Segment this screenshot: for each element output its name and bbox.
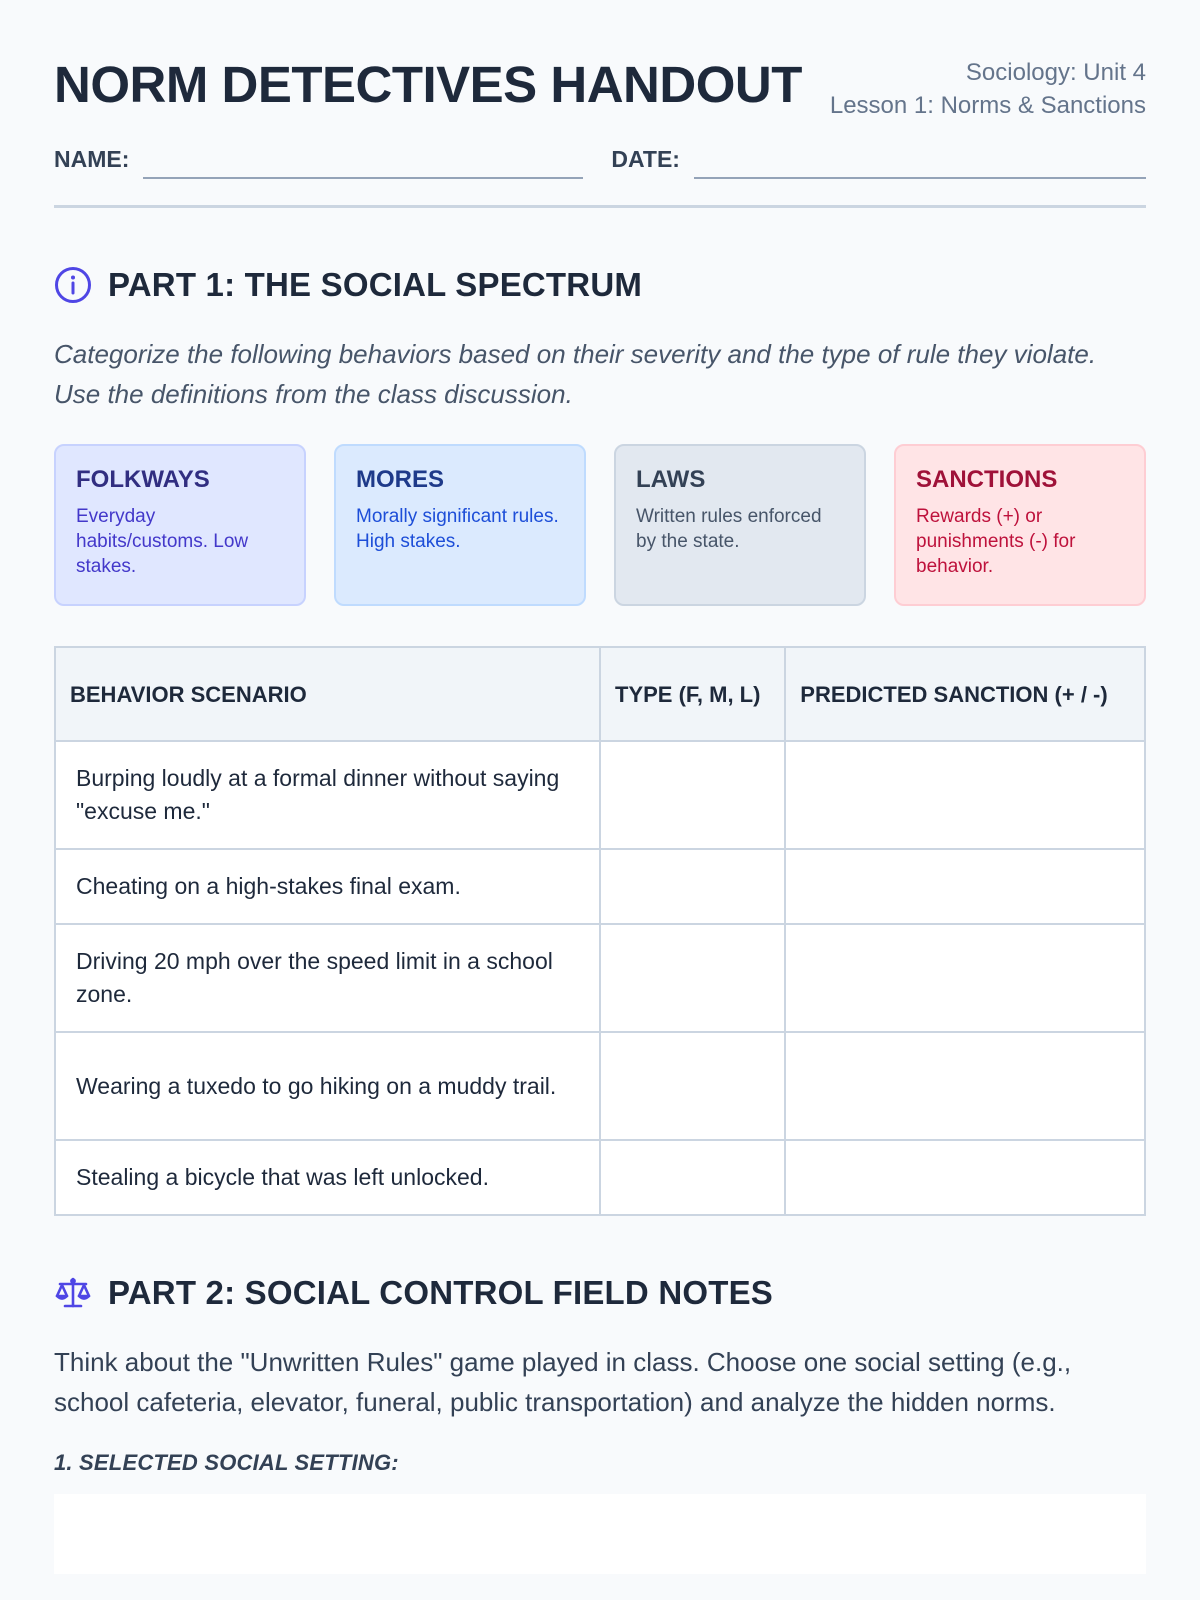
card-description: Morally significant rules. High stakes.: [356, 506, 559, 552]
scenario-cell: Driving 20 mph over the speed limit in a school zone.: [55, 924, 600, 1032]
sanction-answer-cell[interactable]: [785, 924, 1145, 1032]
table-row: [55, 1140, 1145, 1215]
lesson-label: Lesson 1: Norms & Sanctions: [829, 92, 1146, 119]
sanction-answer-cell[interactable]: [785, 1140, 1145, 1215]
sanction-answer-cell[interactable]: [785, 741, 1145, 849]
card-title: SANCTIONS: [916, 466, 1058, 493]
behavior-table: [54, 646, 1146, 1216]
date-label: DATE:: [611, 146, 680, 172]
part2-instructions: Think about the "Unwritten Rules" game played in class. Choose one social setting (e.g., school cafeteria, elevator, funeral, public transportation) and analyze the hidden norms.: [54, 1347, 1072, 1417]
type-answer-cell[interactable]: [600, 849, 785, 924]
type-answer-cell[interactable]: [600, 1032, 785, 1140]
scenario-cell: Burping loudly at a formal dinner without saying "excuse me.": [55, 741, 600, 849]
card-laws: [614, 444, 866, 606]
sanction-answer-cell[interactable]: [785, 1032, 1145, 1140]
scale-icon: [54, 1274, 92, 1312]
card-mores: [334, 444, 586, 606]
header: [54, 0, 1146, 122]
card-folkways: [54, 444, 306, 606]
card-description: Rewards (+) or punishments (-) for behavior.: [916, 506, 1076, 577]
definition-cards: [54, 444, 1146, 606]
type-answer-cell[interactable]: [600, 741, 785, 849]
name-field[interactable]: [143, 147, 583, 179]
part1-instructions: Categorize the following behaviors based on their severity and the type of rule they violate. Use the definitions from the class discussion.: [54, 339, 1097, 409]
card-title: LAWS: [636, 466, 706, 493]
table-row: [55, 924, 1145, 1032]
name-label: NAME:: [54, 146, 130, 172]
scenario-cell: Cheating on a high-stakes final exam.: [55, 849, 600, 924]
question-1-label: 1. SELECTED SOCIAL SETTING:: [54, 1450, 399, 1475]
sanction-answer-cell[interactable]: [785, 849, 1145, 924]
table-row: [55, 849, 1145, 924]
student-fields: [54, 146, 1146, 179]
table-row: [55, 741, 1145, 849]
card-description: Everyday habits/customs. Low stakes.: [76, 506, 249, 577]
table-header-row: [55, 647, 1145, 741]
card-title: MORES: [356, 466, 445, 493]
info-icon: [54, 266, 92, 304]
table-row: [55, 1032, 1145, 1140]
type-answer-cell[interactable]: [600, 924, 785, 1032]
type-answer-cell[interactable]: [600, 1140, 785, 1215]
header-divider: [54, 205, 1146, 208]
column-header: PREDICTED SANCTION (+ / -): [785, 647, 1145, 741]
card-title: FOLKWAYS: [76, 466, 210, 493]
part1-title: PART 1: THE SOCIAL SPECTRUM: [108, 266, 643, 303]
page-title: NORM DETECTIVES HANDOUT: [54, 56, 802, 113]
date-field[interactable]: [694, 147, 1146, 179]
column-header: TYPE (F, M, L): [600, 647, 785, 741]
column-header: BEHAVIOR SCENARIO: [55, 647, 600, 741]
social-setting-answer-box[interactable]: [54, 1494, 1146, 1574]
course-label: Sociology: Unit 4: [965, 59, 1146, 86]
part1-heading: [54, 266, 1146, 304]
card-description: Written rules enforced by the state.: [636, 506, 822, 552]
part2-title: PART 2: SOCIAL CONTROL FIELD NOTES: [108, 1274, 773, 1311]
card-sanctions: [894, 444, 1146, 606]
lesson-meta: [830, 56, 1146, 122]
scenario-cell: Stealing a bicycle that was left unlocked.: [55, 1140, 600, 1215]
part2-heading: [54, 1274, 1146, 1312]
scenario-cell: Wearing a tuxedo to go hiking on a muddy trail.: [55, 1032, 600, 1140]
